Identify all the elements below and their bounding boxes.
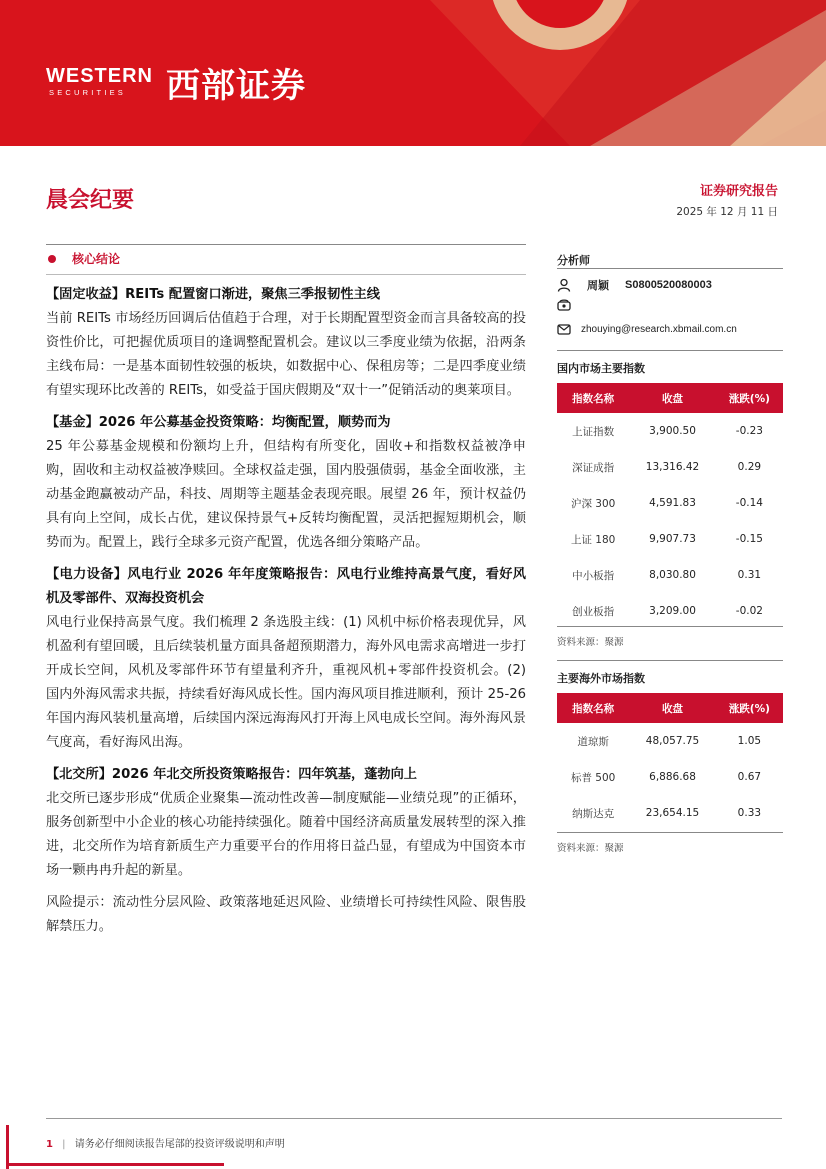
overseas-rule [557,660,783,661]
index-name: 上证指数 [572,425,615,438]
index-change: 0.31 [737,569,762,581]
index-name: 深证成指 [572,461,615,474]
column-header: 指数名称 [557,693,629,723]
index-close: 9,907.73 [649,533,696,545]
index-close: 3,209.00 [649,605,696,617]
overseas-title: 主要海外市场指数 [557,672,645,685]
index-name: 道琼斯 [577,735,609,748]
index-name: 创业板指 [572,605,615,618]
analyst-cert: S0800520080003 [625,279,712,291]
index-close: 3,900.50 [649,425,696,437]
index-change: 0.67 [737,771,762,783]
column-header: 收盘 [629,693,715,723]
document-title: 晨会纪要 [46,187,135,213]
logo-subtitle: SECURITIES [49,88,127,97]
index-name: 纳斯达克 [572,807,615,820]
analyst-phone-row [557,298,571,312]
index-change: 0.33 [737,807,762,819]
column-header: 涨跌(%) [716,693,783,723]
analyst-email[interactable]: zhouying@research.xbmail.com.cn [581,323,737,335]
article-body: 当前 REITs 市场经历回调后估值趋于合理，对于长期配置型资金而言具备较高的投资性价比，可把握优质项目的逢调整配置机会。建议以三季度业绩为依据，沿两条主线布局：一是基本面韧性较强的板块，如数据中心、保租房等；二是四季度业绩有望实现环比改善的 REITs，如受益于国庆假期及“双十一”促销活动的奥莱项目。 [46,311,526,398]
domestic-title: 国内市场主要指数 [557,362,645,375]
index-change: 1.05 [737,735,762,747]
index-close: 4,591.83 [649,497,696,509]
person-icon [557,278,571,292]
article-heading: 【电力设备】风电行业 2026 年年度策略报告：风电行业维持高景气度，看好风机及零部件、双海投资机会 [46,567,526,606]
footer [46,1135,285,1150]
section-bullet-icon [48,255,56,263]
domestic-source: 资料来源：聚源 [557,637,624,648]
article-heading: 【基金】2026 年公募基金投资策略：均衡配置，顺势而为 [46,415,391,430]
index-close: 6,886.68 [649,771,696,783]
article-heading: 【固定收益】REITs 配置窗口渐进，聚焦三季报韧性主线 [46,287,380,302]
article-body: 风电行业保持高景气度。我们梳理 2 条选股主线：(1) 风机中标价格表现优异，风机盈利有望回暖，且后续装机量方面具备超预期潜力，海外风电需求高增进一步打开成长空间，风机及零部件环节有望量利齐升，重视风机+零部件投资机会。(2) 国内外海风需求共振，持续看好海风成长性。国内海风项目推进顺利，预计 25-26 年国内海风装机量高增，后续国内深远海海风打开海上风电成长空间。海外海风景气度高，看好海风出海。 [46,615,526,750]
email-icon [557,322,571,336]
article-heading: 【北交所】2026 年北交所投资策略报告：四年筑基，蓬勃向上 [46,767,417,782]
index-close: 23,654.15 [645,807,700,819]
table-row [557,795,783,831]
table-row [557,557,783,593]
report-type: 证券研究报告 [699,184,778,199]
table-row [557,449,783,485]
overseas-table-bottom-rule [557,832,783,833]
index-change: -0.02 [735,605,763,617]
index-close: 48,057.75 [645,735,700,747]
analyst-name: 周颖 [587,279,609,292]
index-name: 标普 500 [570,771,616,784]
logo-chinese: 西部证券 [166,66,306,106]
analyst-name-row [557,277,712,293]
table-row [557,723,783,759]
column-header: 指数名称 [557,383,629,413]
main-content [46,283,526,939]
index-close: 8,030.80 [649,569,696,581]
footer-rule [46,1118,782,1119]
section-label: 核心结论 [72,252,121,266]
overseas-index-table [557,693,783,831]
table-row [557,593,783,629]
footer-separator: | [62,1139,66,1150]
index-change: -0.15 [735,533,763,545]
table-row [557,521,783,557]
logo-english: WESTERN [46,65,153,87]
analyst-title: 分析师 [557,254,590,267]
index-change: -0.23 [735,425,763,437]
analyst-email-row [557,322,737,336]
index-close: 13,316.42 [645,461,700,473]
page-number: 1 [46,1139,53,1150]
table-row [557,485,783,521]
section-rule-bottom [46,274,526,275]
column-header: 涨跌(%) [716,383,783,413]
domestic-index-table [557,383,783,629]
article-body: 北交所已逐步形成“优质企业聚集—流动性改善—制度赋能—业绩兑现”的正循环，服务创新型中小企业的核心功能持续强化。随着中国经济高质量发展转型的深入推进，北交所作为培育新质生产力重要平台的作用将日益凸显，有望成为中国资本市场一颗冉冉升起的新星。 [46,791,526,878]
overseas-source: 资料来源：聚源 [557,843,624,854]
index-name: 沪深 300 [570,497,616,510]
table-row [557,413,783,449]
domestic-table-bottom-rule [557,626,783,627]
phone-icon [557,298,571,312]
index-name: 上证 180 [570,533,616,546]
index-change: -0.14 [735,497,763,509]
index-change: 0.29 [737,461,762,473]
article-body: 25 年公募基金规模和份额均上升，但结构有所变化，固收+和指数权益被净申购，固收和主动权益被净赎回。全球权益走强，国内股强债弱，基金全面收涨，主动基金跑赢被动产品，科技、周期等主题基金表现亮眼。展望 26 年，预计权益仍具有向上空间，成长占优，建议保持景气+反转均衡配置，灵活把握短期机会，顺势而为。配置上，践行全球多元资产配置，优选各细分策略产品。 [46,439,526,550]
header-banner [0,0,826,146]
risk-warning: 风险提示：流动性分层风险、政策落地延迟风险、业绩增长可持续性风险、限售股解禁压力。 [46,895,526,934]
footer-note: 请务必仔细阅读报告尾部的投资评级说明和声明 [74,1139,285,1150]
corner-mark [6,1163,224,1166]
domestic-rule [557,350,783,351]
report-date: 2025 年 12 月 11 日 [676,206,778,218]
column-header: 收盘 [629,383,715,413]
section-rule-top [46,244,526,245]
analyst-rule [557,268,783,269]
index-name: 中小板指 [572,569,615,582]
table-row [557,759,783,795]
